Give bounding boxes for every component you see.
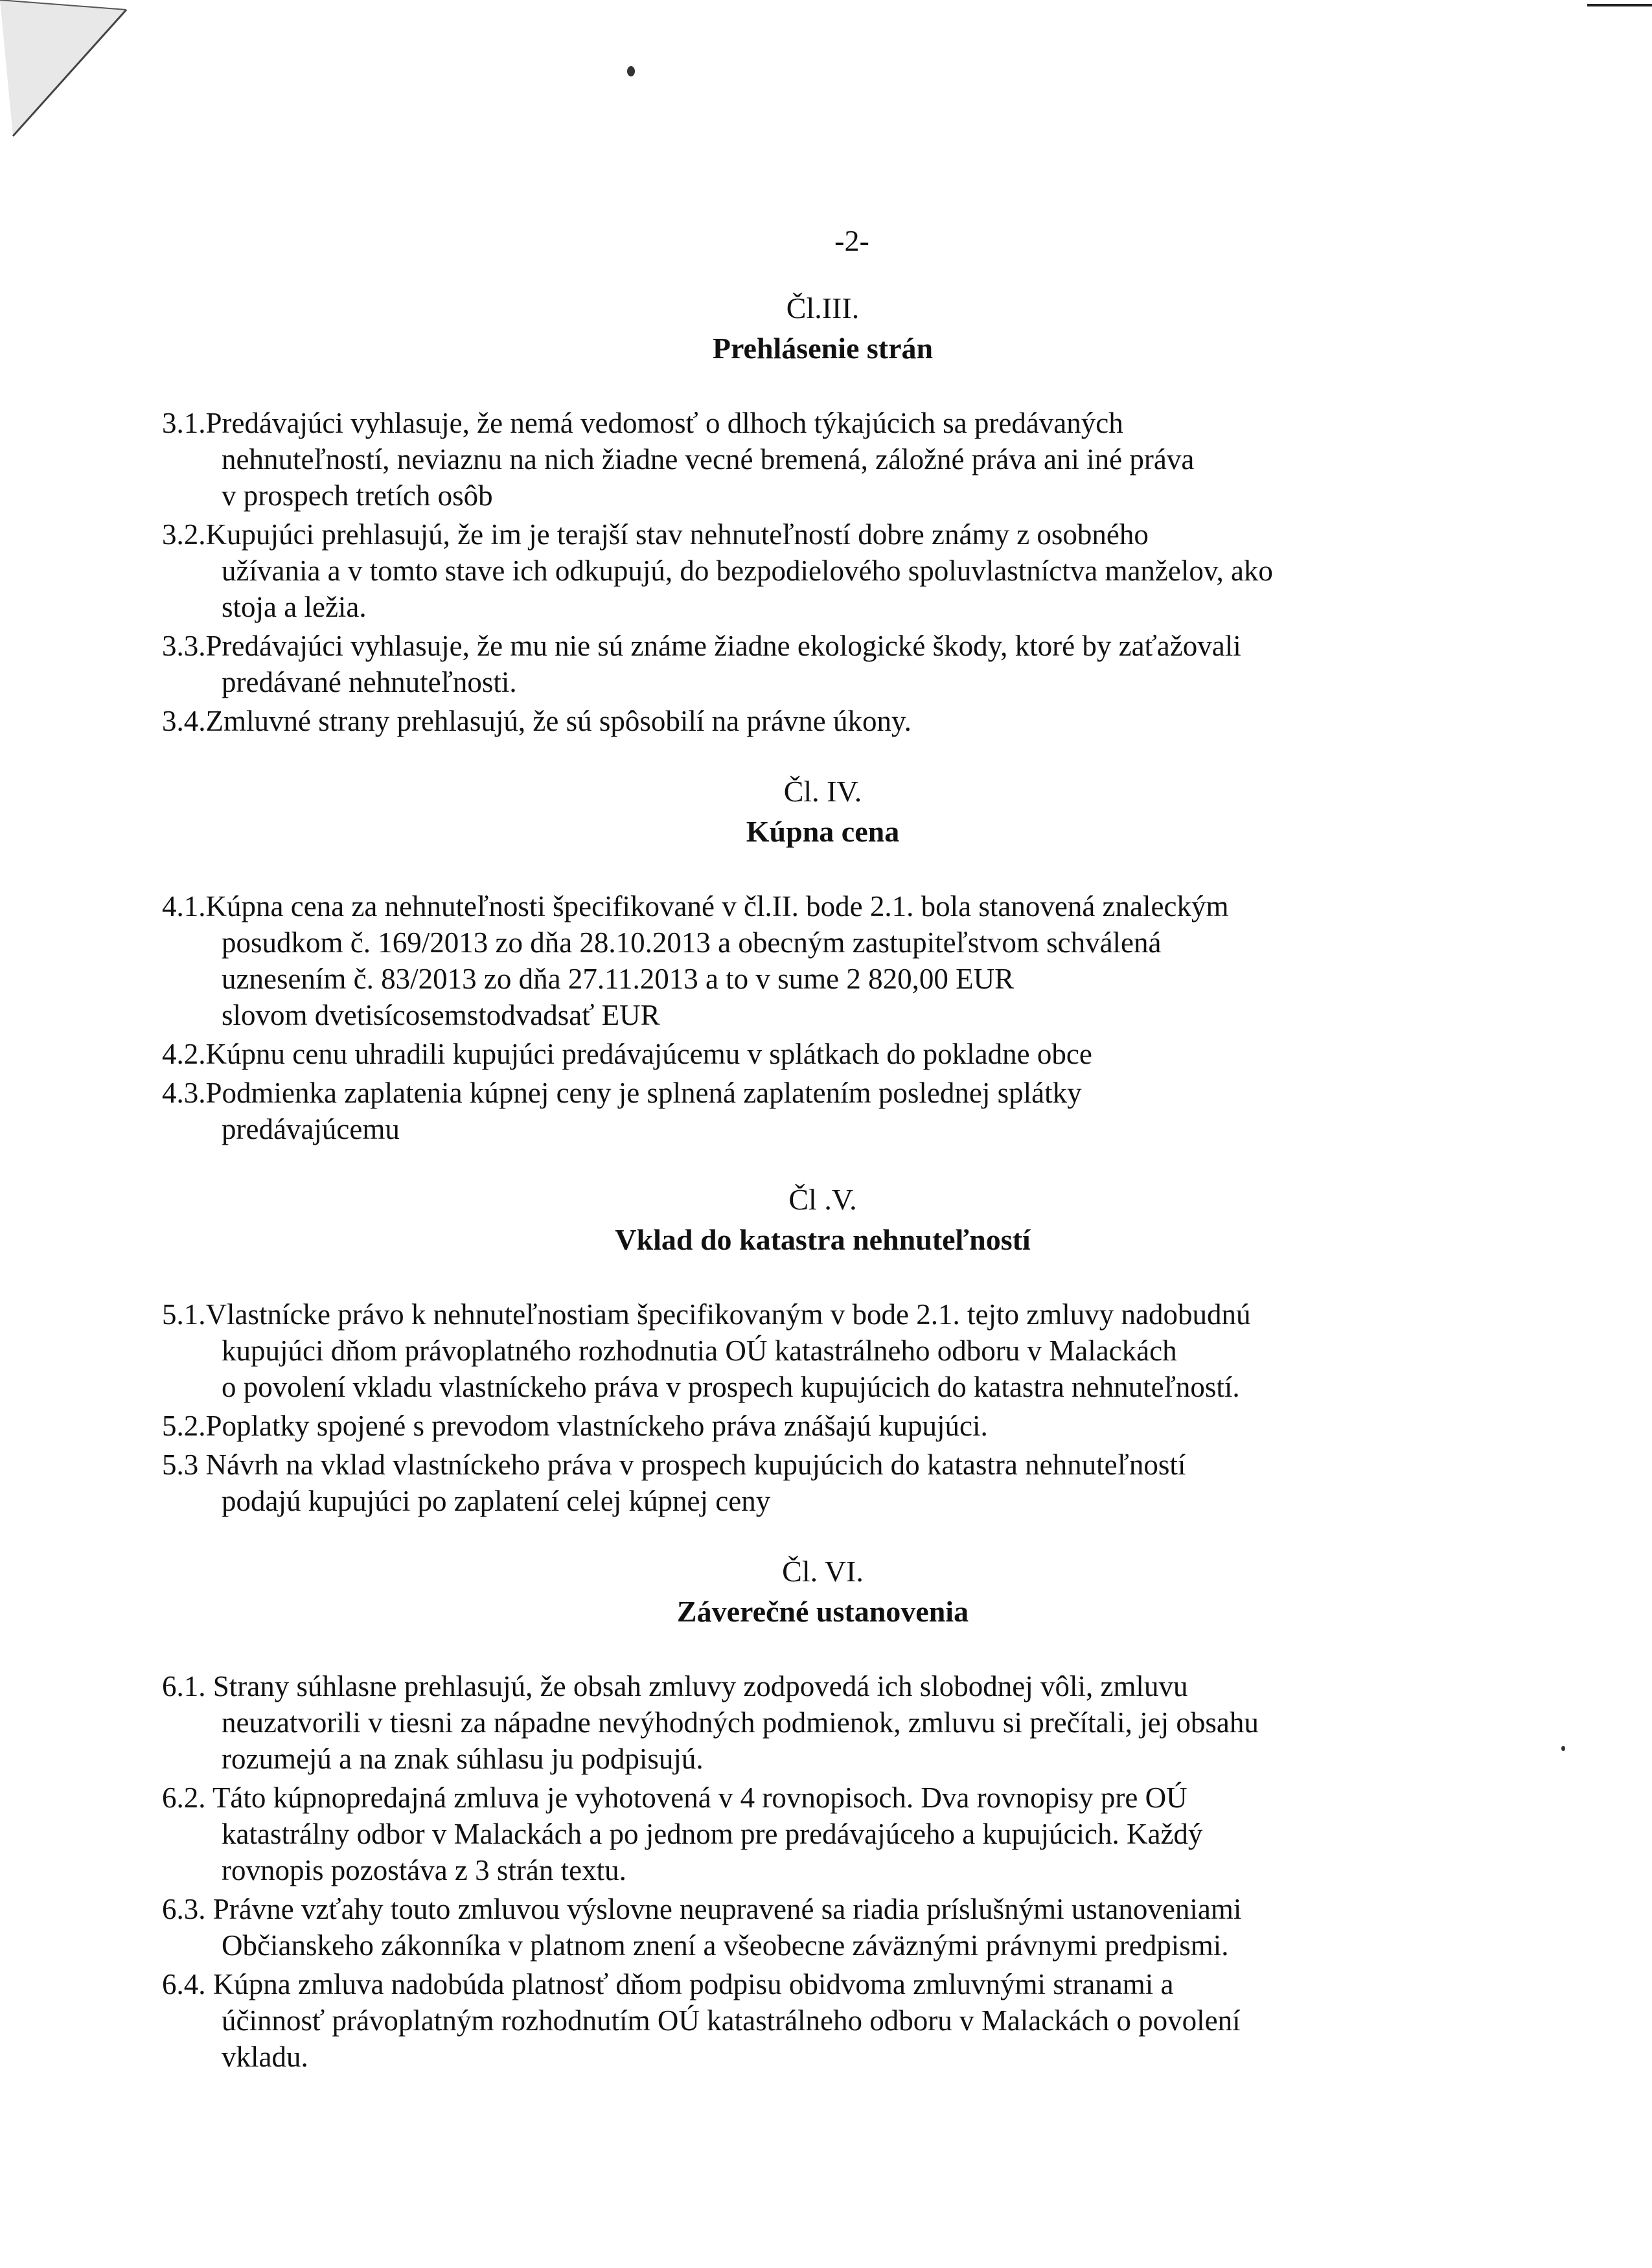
article-number: Čl. IV. (783, 775, 862, 808)
clause-text: Kúpna cena za nehnuteľnosti špecifikované v čl.II. bode 2.1. bola stanovená znaleckým (205, 890, 1229, 922)
clause-text: Táto kúpnopredajná zmluva je vyhotovená v 4 rovnopisoch. Dva rovnopisy pre OÚ (212, 1781, 1187, 1814)
clause-text: neuzatvorili v tiesni za nápadne nevýhodných podmienok, zmluvu si prečítali, jej obsahu (222, 1706, 1259, 1739)
scan-speck (627, 66, 635, 76)
clause-text: nehnuteľností, neviaznu na nich žiadne vecné bremená, záložné práva ani iné práva (222, 443, 1195, 475)
clause-text: podajú kupujúci po zaplatení celej kúpnej ceny (222, 1485, 771, 1517)
contract-body (162, 288, 1458, 2078)
article-title: Prehlásenie strán (712, 332, 934, 365)
clause-text: predávané nehnuteľnosti. (222, 666, 517, 698)
clause-number: 3.4. (162, 705, 206, 737)
article-title: Vklad do katastra nehnuteľností (615, 1223, 1031, 1256)
clause-text: Podmienka zaplatenia kúpnej ceny je splnená zaplatením poslednej splátky (205, 1077, 1082, 1109)
clause-number: 4.1. (162, 890, 206, 922)
clause-text: Poplatky spojené s prevodom vlastníckeho práva znášajú kupujúci. (205, 1410, 988, 1442)
scan-speck (1561, 1746, 1565, 1751)
clause-text: slovom dvetisícosemstodvadsať EUR (222, 999, 660, 1031)
clause-6-3 (162, 1891, 1458, 1964)
article-3 (162, 288, 1458, 739)
article-number: Čl.III. (786, 292, 860, 325)
clause-text: Právne vzťahy touto zmluvou výslovne neupravené sa riadia príslušnými ustanoveniami (212, 1893, 1242, 1925)
clause-4-3 (162, 1075, 1458, 1147)
clause-number: 6.3. (162, 1893, 213, 1925)
clause-number: 5.2. (162, 1410, 206, 1442)
clause-number: 3.2. (162, 518, 206, 551)
clause-text: Návrh na vklad vlastníckeho práva v prospech kupujúcich do katastra nehnuteľností (205, 1449, 1186, 1481)
clause-6-2 (162, 1780, 1458, 1888)
clause-5-2 (162, 1408, 1458, 1444)
clause-5-3 (162, 1447, 1458, 1519)
clause-text: Zmluvné strany prehlasujú, že sú spôsobilí na právne úkony. (205, 705, 912, 737)
clause-text: Predávajúci vyhlasuje, že mu nie sú známe žiadne ekologické škody, ktoré by zaťažovali (205, 630, 1241, 662)
scan-corner-mark (0, 0, 136, 149)
clause-number: 5.1. (162, 1298, 206, 1331)
clause-text: Predávajúci vyhlasuje, že nemá vedomosť o dlhoch týkajúcich sa predávaných (205, 407, 1123, 439)
clause-number: 4.3. (162, 1077, 206, 1109)
clause-5-1 (162, 1296, 1458, 1405)
clause-number: 6.4. (162, 1968, 213, 2000)
clause-4-1 (162, 888, 1458, 1033)
clause-text: vkladu. (222, 2041, 308, 2073)
clause-text: v prospech tretích osôb (222, 479, 493, 512)
clause-text: uznesením č. 83/2013 zo dňa 27.11.2013 a to v sume 2 820,00 EUR (222, 963, 1015, 995)
clause-text: posudkom č. 169/2013 zo dňa 28.10.2013 a obecným zastupiteľstvom schválená (222, 926, 1162, 959)
clause-number: 6.1. (162, 1670, 213, 1702)
article-title: Kúpna cena (746, 815, 900, 848)
clause-text: užívania a v tomto stave ich odkupujú, do bezpodielového spoluvlastníctva manželov, ako (222, 555, 1273, 587)
article-number: Čl .V. (788, 1183, 857, 1216)
clause-text: predávajúcemu (222, 1113, 400, 1145)
clause-number: 3.3. (162, 630, 206, 662)
clause-3-4 (162, 703, 1458, 739)
section-gap (162, 742, 1458, 772)
clause-3-3 (162, 628, 1458, 700)
scan-top-rule (1587, 4, 1652, 6)
section-gap (162, 1150, 1458, 1180)
clause-text: Kupujúci prehlasujú, že im je terajší stav nehnuteľností dobre známy z osobného (205, 518, 1149, 551)
clause-text: Kúpnu cenu uhradili kupujúci predávajúcemu v splátkach do pokladne obce (205, 1038, 1092, 1070)
article-4 (162, 772, 1458, 1147)
clause-6-4 (162, 1966, 1458, 2075)
clause-text: účinnosť právoplatným rozhodnutím OÚ katastrálneho odboru v Malackách o povolení (222, 2004, 1241, 2037)
clause-3-2 (162, 516, 1458, 625)
clause-number: 3.1. (162, 407, 206, 439)
clause-text: kupujúci dňom právoplatného rozhodnutia OÚ katastrálneho odboru v Malackách (222, 1334, 1177, 1367)
clause-text: Vlastnícke právo k nehnuteľnostiam špecifikovaným v bode 2.1. tejto zmluvy nadobudnú (205, 1298, 1251, 1331)
clause-text: o povolení vkladu vlastníckeho práva v prospech kupujúcich do katastra nehnuteľností. (222, 1371, 1240, 1403)
article-number: Čl. VI. (782, 1555, 864, 1588)
clause-text: stoja a ležia. (222, 591, 367, 623)
clause-text: katastrálny odbor v Malackách a po jednom pre predávajúceho a kupujúcich. Každý (222, 1818, 1203, 1850)
article-title: Záverečné ustanovenia (676, 1595, 969, 1628)
article-6 (162, 1552, 1458, 2075)
clause-number: 5.3 (162, 1449, 206, 1481)
clause-6-1 (162, 1668, 1458, 1777)
article-5 (162, 1180, 1458, 1519)
clause-4-2 (162, 1036, 1458, 1072)
clause-text: Kúpna zmluva nadobúda platnosť dňom podpisu obidvoma zmluvnými stranami a (212, 1968, 1174, 2000)
page-number: -2- (834, 224, 869, 257)
clause-number: 4.2. (162, 1038, 206, 1070)
section-gap (162, 1522, 1458, 1552)
clause-number: 6.2. (162, 1781, 212, 1814)
clause-text: rovnopis pozostáva z 3 strán textu. (222, 1854, 626, 1886)
clause-text: rozumejú a na znak súhlasu ju podpisujú. (222, 1743, 704, 1775)
clause-text: Strany súhlasne prehlasujú, že obsah zmluvy zodpovedá ich slobodnej vôli, zmluvu (212, 1670, 1188, 1702)
clause-3-1 (162, 405, 1458, 514)
clause-text: Občianskeho zákonníka v platnom znení a všeobecne záväznými právnymi predpismi. (222, 1929, 1229, 1962)
